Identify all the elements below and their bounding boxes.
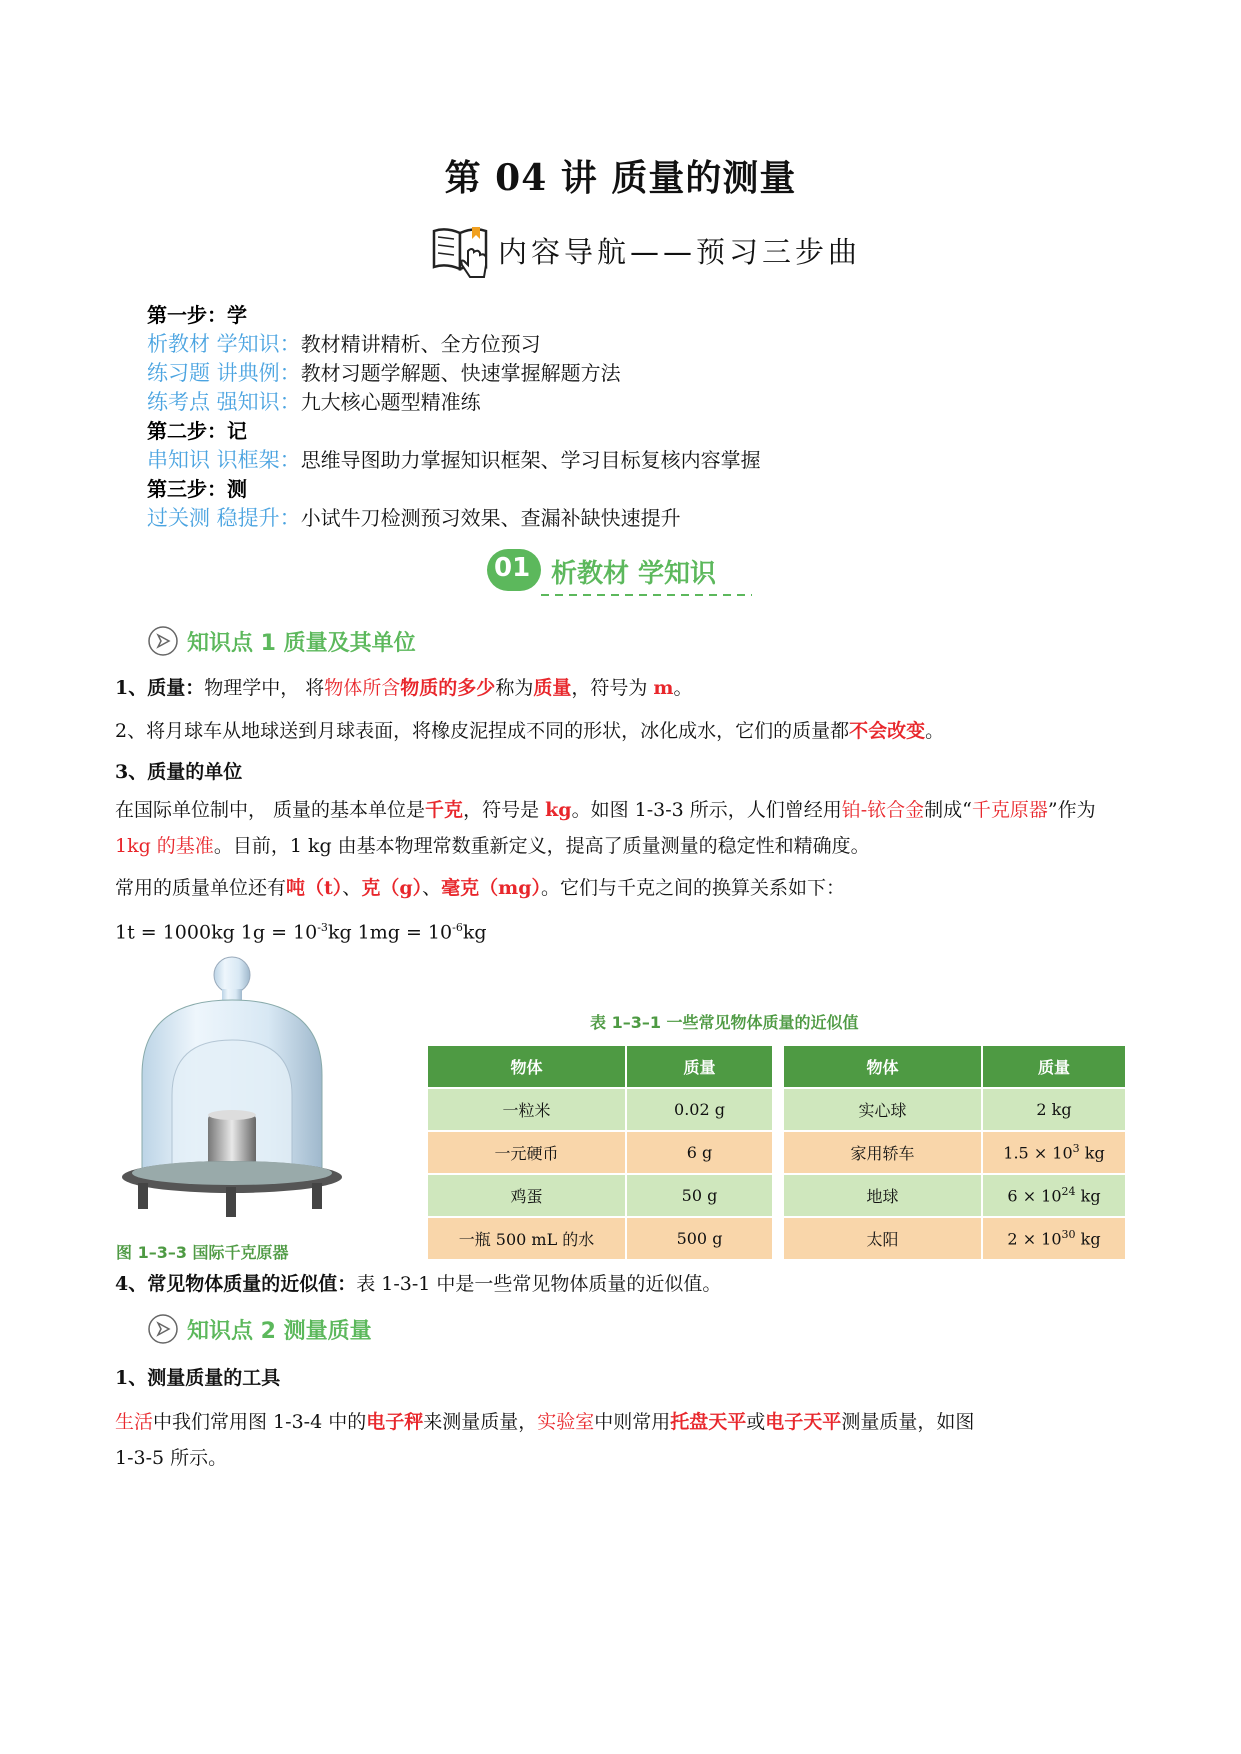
table-row <box>427 1217 1126 1260</box>
text: ，符号是 <box>463 799 546 821</box>
paragraph-tools <box>115 1404 1135 1476</box>
text: ，符号为 <box>571 677 654 699</box>
table-gap <box>773 1131 783 1174</box>
text: 。目前，1 kg 由基本物理常数重新定义，提高了质量测量的稳定性和精确度。 <box>213 835 870 857</box>
table-gap <box>773 1088 783 1131</box>
unit: kg <box>1075 1186 1101 1206</box>
table-cell: 一瓶 500 mL 的水 <box>427 1217 626 1260</box>
highlight: 物体所含 <box>324 677 401 699</box>
table-gap <box>773 1217 783 1260</box>
text: 测量质量，如图 <box>841 1411 975 1433</box>
paragraph-tools-heading: 1、测量质量的工具 <box>115 1367 281 1389</box>
paragraph-mass-definition <box>115 670 1135 706</box>
banner-number: 01 <box>494 553 531 583</box>
toc-desc: 思维导图助力掌握知识框架、学习目标复核内容掌握 <box>300 448 761 472</box>
text: 中则常用 <box>594 1411 671 1433</box>
table-cell: 鸡蛋 <box>427 1174 626 1217</box>
exponent: -6 <box>452 921 463 934</box>
text: kg 1mg = 10 <box>327 921 453 944</box>
knowledge-point-2-heading <box>147 1312 372 1346</box>
text: 在国际单位制中， 质量的基本单位是 <box>115 799 426 821</box>
unit: kg <box>1075 1229 1101 1249</box>
toc-label: 练考点 强知识： <box>147 390 301 414</box>
highlight: 生活 <box>115 1411 154 1433</box>
text: 常用的质量单位还有 <box>115 877 287 899</box>
arrow-circle-icon <box>147 625 179 657</box>
toc-desc: 小试牛刀检测预习效果、查漏补缺快速提升 <box>300 506 681 530</box>
text: kg <box>462 921 487 944</box>
value: 1.5 × 10 <box>1003 1143 1073 1163</box>
paragraph-mass-unit <box>115 792 1135 864</box>
highlight: 实验室 <box>537 1411 595 1433</box>
figure-caption: 图 1–3–3 国际千克原器 <box>116 1243 289 1262</box>
nav-title: 内容导航——预习三步曲 <box>498 234 862 269</box>
toc-label: 练习题 讲典例： <box>147 361 301 385</box>
highlight: 毫克（mg） <box>441 877 542 899</box>
highlight: 铂-铱合金 <box>841 799 925 821</box>
content-nav-header <box>430 220 861 280</box>
highlight: 电子天平 <box>765 1411 842 1433</box>
paragraph-approx-values <box>115 1266 1135 1302</box>
table-header-row <box>427 1045 1126 1088</box>
table-row <box>427 1131 1126 1174</box>
highlight: 千 <box>971 799 991 821</box>
paragraph-common-units <box>115 870 1135 906</box>
toc-step-3: 第三步：测 <box>147 477 247 501</box>
table-cell: 一粒米 <box>427 1088 626 1131</box>
exponent: 30 <box>1061 1228 1076 1242</box>
table-cell: 太阳 <box>783 1217 982 1260</box>
highlight: kg <box>545 799 572 821</box>
toc-step-2: 第二步：记 <box>147 419 247 443</box>
table-cell: 家用轿车 <box>783 1131 982 1174</box>
text: 或 <box>746 1411 766 1433</box>
highlight: 不会改变 <box>849 720 926 742</box>
paragraph-mass-invariance <box>115 713 1135 749</box>
kilogram-prototype-figure <box>112 955 342 1235</box>
text: 物理学中， 将 <box>204 677 325 699</box>
table-row <box>427 1088 1126 1131</box>
text: 、 <box>342 877 362 899</box>
text: 。 <box>673 677 693 699</box>
table-cell: 地球 <box>783 1174 982 1217</box>
toc-step-1: 第一步：学 <box>147 303 247 327</box>
label: 1、质量： <box>115 677 205 699</box>
table-cell: 实心球 <box>783 1088 982 1131</box>
value: 2 × 10 <box>1007 1229 1062 1249</box>
section-banner <box>487 545 757 605</box>
banner-text: 析教材 学知识 <box>551 559 717 589</box>
knowledge-point-2-title: 知识点 2 测量质量 <box>187 1318 372 1344</box>
table-gap <box>773 1174 783 1217</box>
exponent: -3 <box>317 921 328 934</box>
text: 。如图 1-3-3 所示，人们曾经用 <box>571 799 842 821</box>
highlight: 克（g） <box>361 877 423 899</box>
bell-jar-kilogram-image <box>112 955 342 1235</box>
exponent: 24 <box>1061 1185 1076 1199</box>
label: 4、常见物体质量的近似值： <box>115 1273 357 1295</box>
table-row <box>427 1174 1126 1217</box>
toc-label: 过关测 稳提升： <box>147 506 301 530</box>
table-header: 物体 <box>427 1045 626 1088</box>
paragraph-mass-unit-heading: 3、质量的单位 <box>115 761 243 783</box>
exponent: 3 <box>1072 1142 1080 1156</box>
toc-label: 析教材 学知识： <box>147 332 301 356</box>
paragraph-unit-conversion <box>115 910 1135 950</box>
table-cell: 一元硬币 <box>427 1131 626 1174</box>
text: 表 1-3-1 中是一些常见物体质量的近似值。 <box>356 1273 722 1295</box>
table-cell <box>982 1217 1126 1260</box>
highlight: 电子秤 <box>366 1411 424 1433</box>
table-cell <box>982 1131 1126 1174</box>
text: ”作为 <box>1047 799 1096 821</box>
table-cell: 500 g <box>626 1217 773 1260</box>
table-header: 质量 <box>626 1045 773 1088</box>
toc-desc: 教材精讲精析、全方位预习 <box>300 332 541 356</box>
text: 。它们与千克之间的换算关系如下： <box>541 877 846 899</box>
highlight: 物质的多少 <box>400 677 496 699</box>
text: 称为 <box>495 677 534 699</box>
table-caption: 表 1–3–1 一些常见物体质量的近似值 <box>590 1013 859 1032</box>
book-pointer-icon <box>430 221 494 279</box>
text: 、 <box>422 877 442 899</box>
text: 1t = 1000kg 1g = 10 <box>115 921 318 944</box>
text: 1-3-5 所示。 <box>115 1447 228 1469</box>
toc-desc: 九大核心题型精准练 <box>300 390 481 414</box>
knowledge-point-1-heading <box>147 624 416 658</box>
highlight: 1kg 的基准 <box>115 835 214 857</box>
table-cell: 2 kg <box>982 1088 1126 1131</box>
toc-label: 串知识 识框架： <box>147 448 301 472</box>
table-cell <box>982 1174 1126 1217</box>
unit: kg <box>1079 1143 1105 1163</box>
text: 制成“ <box>924 799 972 821</box>
toc-desc: 教材习题学解题、快速掌握解题方法 <box>300 361 621 385</box>
knowledge-point-1-title: 知识点 1 质量及其单位 <box>187 630 416 656</box>
value: 6 × 10 <box>1007 1186 1062 1206</box>
mass-table <box>426 1044 1127 1261</box>
highlight: 克原器 <box>990 799 1048 821</box>
highlight: m <box>653 677 674 699</box>
arrow-circle-icon <box>147 1313 179 1345</box>
page-title: 第 04 讲 质量的测量 <box>444 157 797 199</box>
text: 中我们常用图 1-3-4 中的 <box>153 1411 367 1433</box>
text: 。 <box>925 720 945 742</box>
highlight: 千克 <box>425 799 464 821</box>
table-cell: 50 g <box>626 1174 773 1217</box>
table-header: 质量 <box>982 1045 1126 1088</box>
highlight: 质量 <box>533 677 572 699</box>
table-gap <box>773 1045 783 1088</box>
text: 来测量质量， <box>423 1411 538 1433</box>
table-cell: 6 g <box>626 1131 773 1174</box>
table-cell: 0.02 g <box>626 1088 773 1131</box>
highlight: 吨（t） <box>286 877 343 899</box>
toc <box>147 301 761 533</box>
table-header: 物体 <box>783 1045 982 1088</box>
highlight: 托盘天平 <box>670 1411 747 1433</box>
text: 2、将月球车从地球送到月球表面，将橡皮泥捏成不同的形状，冰化成水，它们的质量都 <box>115 720 850 742</box>
